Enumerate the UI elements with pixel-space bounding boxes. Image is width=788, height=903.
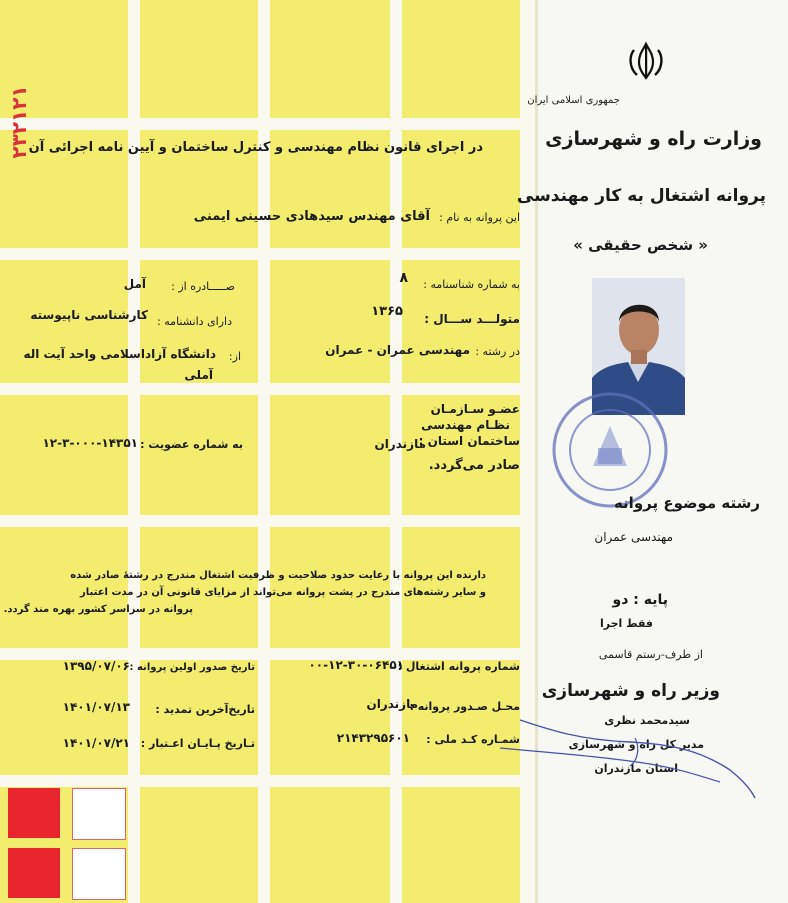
university-label: از: <box>228 350 241 363</box>
issue-place: مازندران <box>366 697 418 711</box>
renewal-label: تاریخ‌آخرین تمدید : <box>155 703 255 716</box>
first-issue-label: تاریخ صدور اولین پروانه : <box>129 662 255 673</box>
org-line1: عضـو سـازمـان <box>430 402 520 416</box>
expiry: ۱۴۰۱/۰۷/۲۱ <box>62 736 130 750</box>
license-title: پروانه اشتغال به کار مهندسی <box>516 186 766 206</box>
issued-text: صادر می‌گردد. <box>428 458 520 473</box>
university-line2: آملی <box>184 368 213 382</box>
signer-role: مدیر کل راه و شهرسازی <box>568 738 704 751</box>
grade: پایه : دو <box>612 592 668 608</box>
subject-title: رشته موضوع پروانه <box>613 494 760 512</box>
renewal: ۱۴۰۱/۰۷/۱۳ <box>62 700 130 714</box>
ministry-title: وزارت راه و شهرسازی <box>545 128 762 150</box>
holder-name: آقای مهندس سیدهادی حسینی ایمنی <box>193 209 430 224</box>
serial-number: ۲۳۲۱۲۱ <box>7 85 31 159</box>
national-id-label: شمـاره کـد ملی : <box>426 733 520 746</box>
degree: کارشناسی ناپیوسته <box>30 308 148 322</box>
license-no: ۰۰-۱۲-۳۰-۰۶۴۵۱ <box>308 658 404 672</box>
org-line2: نظـام مهندسی <box>421 418 510 432</box>
empty-square <box>72 848 126 900</box>
signature <box>400 690 760 810</box>
minister-title: وزیر راه و شهرسازی <box>541 681 720 701</box>
field-label: در رشته : <box>475 345 520 358</box>
org-line3: ساختمان استان : <box>418 434 520 448</box>
conditions-line1: دارنده این پروانه با رعایت حدود صلاحیت و ظرفیت اشتغال مندرج در رشتهٔ صادر شده <box>70 570 486 581</box>
scope: فقط اجرا <box>599 617 653 630</box>
degree-label: دارای دانشنامه : <box>157 315 232 328</box>
person-type: « شخص حقیقی » <box>573 236 708 254</box>
province: مازندران <box>374 437 426 451</box>
birth-label: متولـــد ســـال : <box>424 312 520 326</box>
signer-province: استان مازندران <box>594 762 678 775</box>
id-label: به شماره شناسنامه : <box>423 278 520 291</box>
conditions-line3: پروانه در سراسر کشور بهره مند گردد. <box>3 604 193 615</box>
membership-number: ۱۲-۳-۰۰۰-۱۴۳۵۱ <box>42 436 138 450</box>
law-line: در اجرای قانون نظام مهندسی و کنترل ساختمان و آیین نامه اجرائی آن <box>28 140 483 155</box>
issue-place-label: محـل صـدور پروانه : <box>409 700 520 713</box>
signer-name: سیدمحمد نظری <box>604 714 690 727</box>
signer-for: از طرف-رستم قاسمی <box>598 648 703 661</box>
red-square <box>8 848 60 898</box>
first-issue: ۱۳۹۵/۰۷/۰۶ <box>62 659 130 673</box>
empty-square <box>72 788 126 840</box>
issued-from-label: صـــــادره از : <box>171 280 235 293</box>
membership-label: به شماره عضویت : <box>140 438 243 451</box>
id-number: ۸ <box>399 270 408 286</box>
license-no-label: شماره پروانه اشتغال : <box>397 660 520 673</box>
iran-emblem-icon <box>625 40 667 82</box>
conditions-line2: و سایر رشته‌های مندرج در پشت پروانه می‌تواند از مزایای قانونی آن در مدت اعتبار <box>80 587 486 598</box>
holder-intro-label: این پروانه به نام : <box>439 211 520 224</box>
subject: مهندسی عمران <box>594 530 673 544</box>
birth-year: ۱۳۶۵ <box>371 304 403 319</box>
field: مهندسی عمران - عمران <box>325 343 470 357</box>
national-id: ۲۱۴۳۲۹۵۶۰۱ <box>336 731 410 745</box>
red-square <box>8 788 60 838</box>
issued-from: آمل <box>123 277 146 291</box>
university-line1: دانشگاه آزاداسلامی واحد آیت اله <box>23 347 216 361</box>
expiry-label: تـاریخ پـایـان اعـتبار : <box>140 737 255 750</box>
republic-label: جمهوری اسلامی ایران <box>527 95 620 106</box>
